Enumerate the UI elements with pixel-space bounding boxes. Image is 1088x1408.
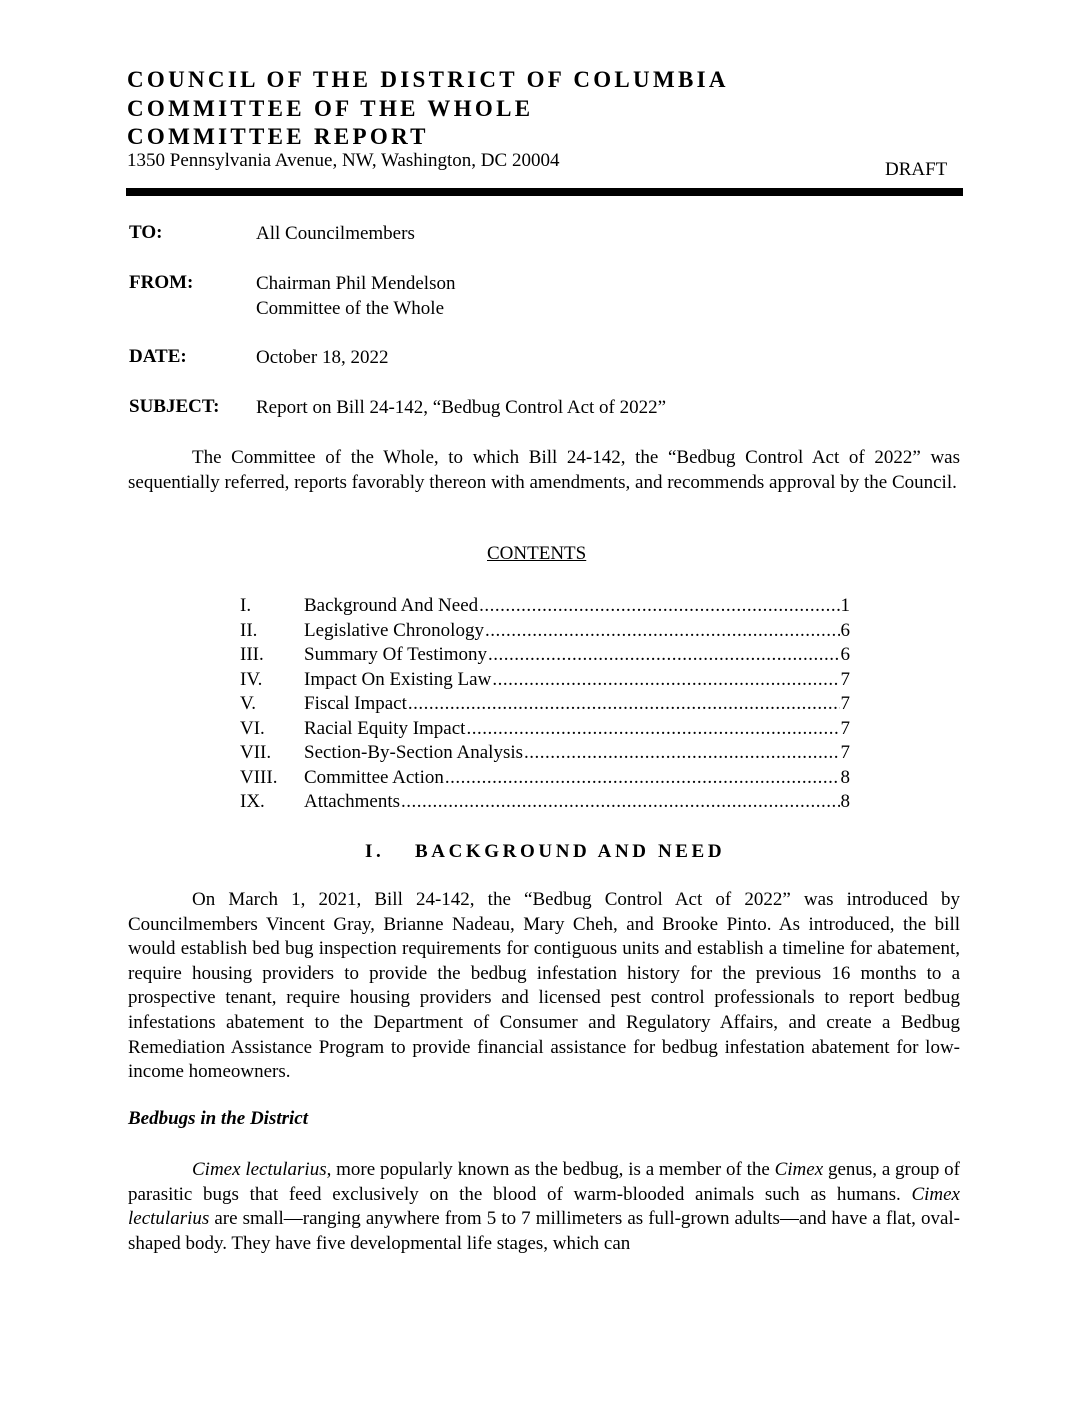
toc-item: [240, 742, 850, 767]
toc-item-number: III.: [240, 644, 264, 665]
toc-item-page: 1: [840, 595, 850, 616]
background-paragraph: [128, 888, 960, 1085]
intro-paragraph-text: The Committee of the Whole, to which Bill 24-142, the “Bedbug Control Act of 2022” was sequentially referred, reports favorably thereon with amendments, and recommends approval by the Council.: [128, 447, 960, 493]
toc-item-number: IX.: [240, 791, 265, 812]
toc-item: [240, 669, 850, 694]
toc-dot-leader: [445, 767, 840, 789]
bedbug-paragraph-text: [128, 1158, 960, 1256]
subsection-heading: Bedbugs in the District: [128, 1108, 308, 1129]
toc-item-page: 8: [840, 766, 850, 788]
subject-label: SUBJECT:: [129, 396, 220, 417]
toc-item-number: VIII.: [240, 766, 278, 788]
toc-dot-leader: [485, 620, 840, 642]
toc-item-page: 7: [840, 717, 850, 739]
background-paragraph-text: On March 1, 2021, Bill 24-142, the “Bedbug Control Act of 2022” was introduced by Councilmembers Vincent Gray, Brianne Nadeau, Mary Cheh, and Brooke Pinto. As introduced, the bill would establish bed bug inspection requirements for contiguous units and establish a timeline for abatement, require housing providers to provide the bedbug infestation history for the previous 16 months to a prospective tenant, require housing providers and licensed pest control professionals to report bedbug infestations abatement to the Department of Consumer and Regulatory Affairs, and create a Bedbug Remediation Assistance Program to provide financial assistance for bedbug infestation abatement for low-income homeowners.: [128, 889, 960, 1083]
toc-item: [240, 644, 850, 669]
genus-name: Cimex: [774, 1159, 824, 1180]
toc-item: [240, 595, 850, 620]
toc-item-title: Summary Of Testimony: [304, 644, 488, 665]
toc-item: [240, 718, 850, 743]
toc-item-number: I.: [240, 595, 252, 616]
toc-item: [240, 791, 850, 816]
toc-item-page: 6: [840, 644, 850, 665]
toc-item-title: Fiscal Impact: [304, 693, 407, 714]
toc-item-title: Impact On Existing Law: [304, 668, 492, 690]
toc-item-title: Attachments: [304, 791, 401, 812]
species-name-2: Cimex lectularius: [128, 1183, 960, 1230]
toc-dot-leader: [488, 644, 839, 666]
from-name: Chairman Phil Mendelson: [256, 273, 456, 294]
toc-item: [240, 693, 850, 718]
paragraph-text-c: are small—ranging anywhere from 5 to 7 millimeters as full-grown adults—and have a flat, oval-shaped body. They have five developmental life stages, which can: [128, 1208, 960, 1254]
council-name-heading: COUNCIL OF THE DISTRICT OF COLUMBIA: [127, 67, 729, 92]
bedbug-paragraph: [128, 1158, 960, 1256]
toc-item: [240, 767, 850, 792]
toc-dot-leader: [492, 669, 839, 691]
toc-dot-leader: [479, 595, 839, 617]
toc-item-title: Legislative Chronology: [304, 619, 484, 641]
toc-item-page: 8: [840, 791, 850, 812]
toc-dot-leader: [408, 693, 840, 715]
report-type-heading: COMMITTEE REPORT: [127, 124, 429, 149]
from-label: FROM:: [129, 272, 194, 293]
toc-item-page: 7: [840, 742, 850, 763]
toc-item-title: Section-By-Section Analysis: [304, 742, 524, 763]
toc-item-page: 6: [840, 619, 850, 641]
draft-mark: DRAFT: [885, 159, 948, 180]
toc-item-number: VII.: [240, 742, 272, 763]
species-name: Cimex lectularius: [192, 1159, 327, 1180]
toc-item-title: Background And Need: [304, 595, 479, 616]
toc-item-number: V.: [240, 693, 257, 714]
paragraph-text-a: , more popularly known as the bedbug, is a member of the: [326, 1159, 775, 1180]
section-number: I.: [365, 841, 385, 862]
header-rule: [126, 188, 963, 196]
section-title: BACKGROUND AND NEED: [415, 841, 726, 862]
intro-paragraph: [128, 446, 960, 495]
subject-value: Report on Bill 24-142, “Bedbug Control Act of 2022”: [256, 397, 667, 418]
toc-dot-leader: [401, 791, 839, 813]
date-label: DATE:: [129, 346, 187, 367]
toc-dot-leader: [524, 742, 839, 764]
from-committee: Committee of the Whole: [256, 298, 445, 319]
committee-name-heading: COMMITTEE OF THE WHOLE: [127, 96, 534, 121]
toc-item: [240, 620, 850, 645]
to-label: TO:: [129, 222, 163, 243]
to-value: All Councilmembers: [256, 223, 415, 244]
date-value: October 18, 2022: [256, 347, 389, 368]
toc-item-number: VI.: [240, 717, 265, 739]
toc-item-number: II.: [240, 619, 258, 641]
contents-title: CONTENTS: [487, 543, 587, 564]
toc-item-title: Committee Action: [304, 766, 444, 788]
from-value: [256, 271, 455, 321]
toc-item-title: Racial Equity Impact: [304, 717, 466, 739]
toc-dot-leader: [466, 718, 839, 740]
toc-item-number: IV.: [240, 668, 263, 690]
section-heading: [365, 841, 725, 863]
paragraph-text-b: genus, a group of parasitic bugs that feed exclusively on the blood of warm-blooded animals such as humans.: [128, 1159, 961, 1205]
council-address: 1350 Pennsylvania Avenue, NW, Washington, DC 20004: [127, 150, 560, 171]
toc-item-page: 7: [840, 693, 850, 714]
toc-item-page: 7: [840, 668, 850, 690]
table-of-contents: [240, 595, 850, 816]
